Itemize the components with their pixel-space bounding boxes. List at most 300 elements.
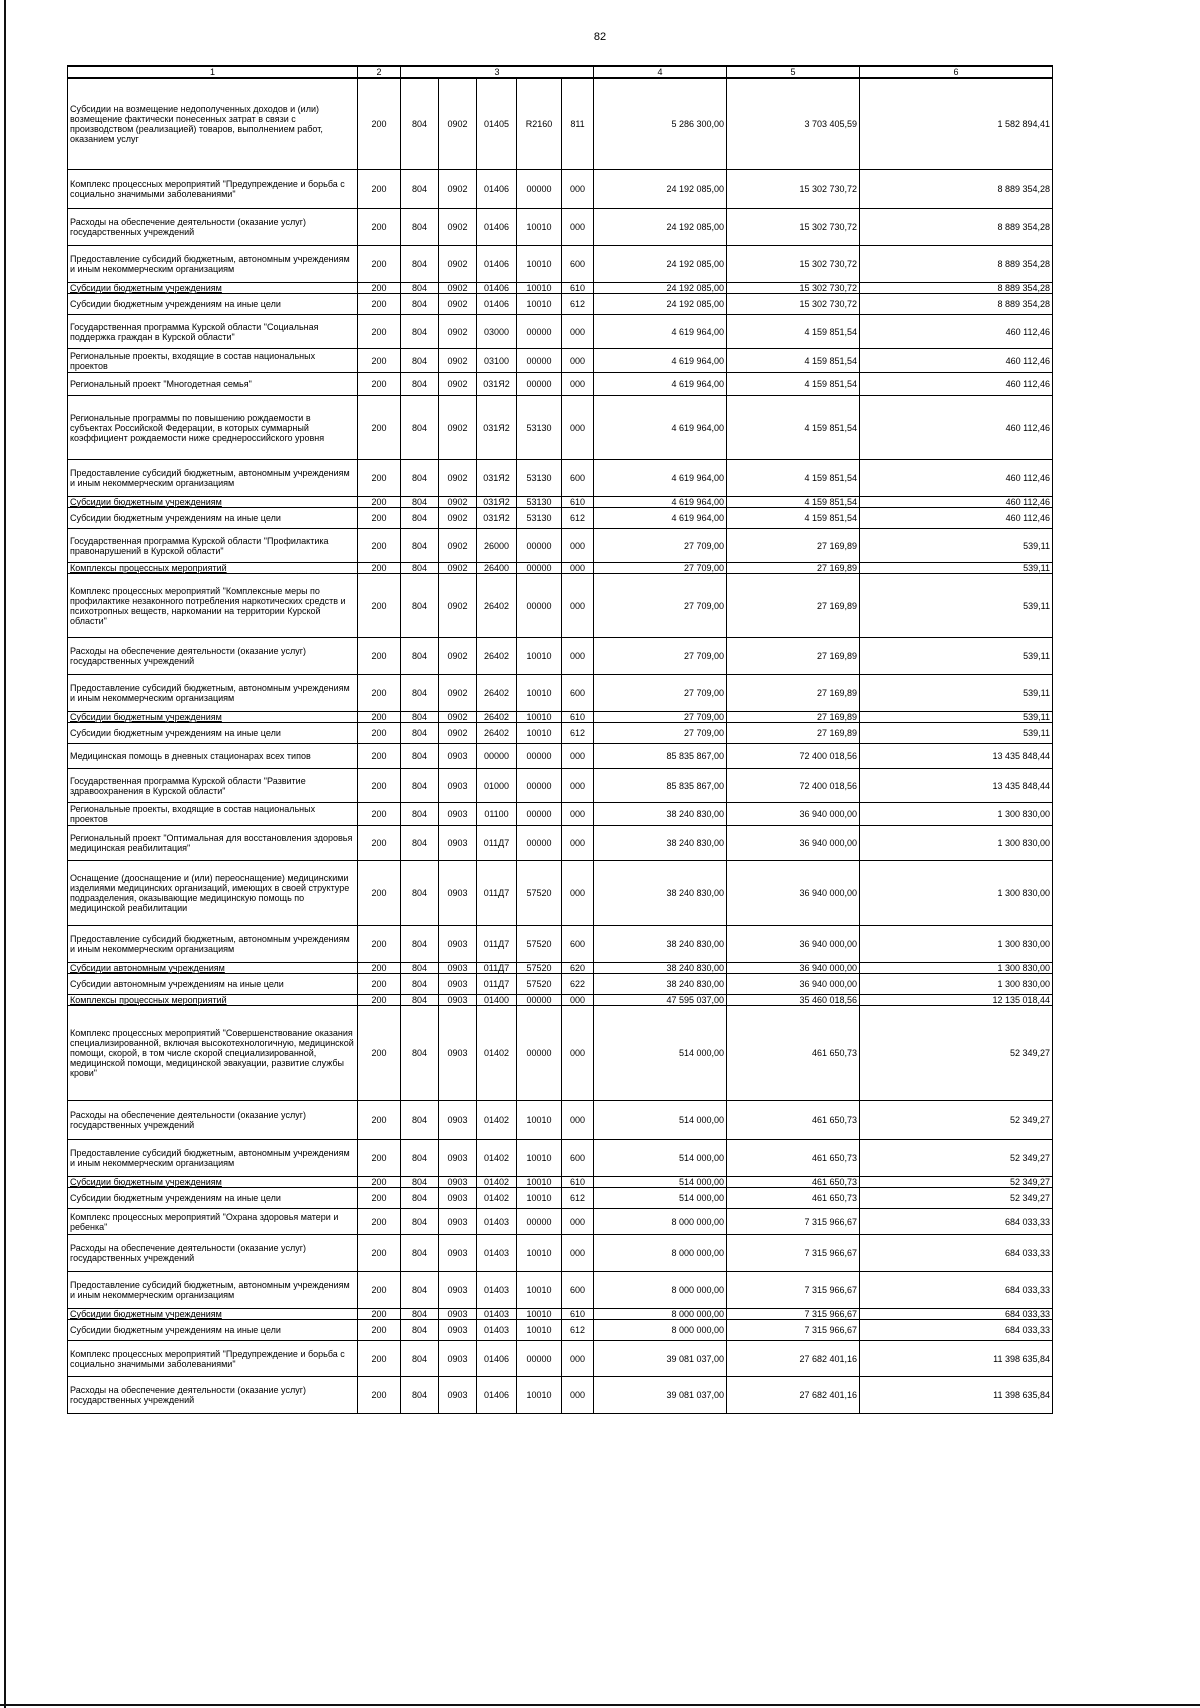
- col4-amount: 39 081 037,00: [594, 1341, 727, 1377]
- col3-direction: 10010: [517, 1188, 562, 1209]
- col3-program: 01406: [477, 283, 517, 294]
- col4-amount: 38 240 830,00: [594, 963, 727, 974]
- col3-subsection: 0902: [439, 563, 477, 574]
- col5-amount: 27 169,89: [727, 563, 860, 574]
- col3-expense-type: 000: [562, 861, 594, 926]
- table-row: [68, 170, 1053, 209]
- col3-direction: 00000: [517, 803, 562, 826]
- col3-expense-type: 612: [562, 1188, 594, 1209]
- col3-direction: 53130: [517, 460, 562, 497]
- col4-amount: 27 709,00: [594, 529, 727, 563]
- col3-direction: 00000: [517, 373, 562, 396]
- col6-amount: 539,11: [860, 675, 1053, 712]
- col2-code: 200: [358, 508, 401, 529]
- col3-section: 804: [401, 861, 439, 926]
- col5-amount: 4 159 851,54: [727, 460, 860, 497]
- table-row: [68, 563, 1053, 574]
- col4-amount: 24 192 085,00: [594, 246, 727, 283]
- col6-amount: 8 889 354,28: [860, 209, 1053, 246]
- row-name: Субсидии бюджетным учреждениям на иные цели: [68, 294, 358, 315]
- col3-direction: 00000: [517, 574, 562, 638]
- row-name: Предоставление субсидий бюджетным, автономным учреждениям и иным некоммерческим организациям: [68, 1272, 358, 1309]
- col3-subsection: 0903: [439, 1140, 477, 1177]
- col4-amount: 514 000,00: [594, 1006, 727, 1101]
- col3-expense-type: 000: [562, 826, 594, 861]
- col3-direction: 00000: [517, 995, 562, 1006]
- col3-program: 01000: [477, 769, 517, 803]
- col3-direction: 00000: [517, 1209, 562, 1235]
- col3-subsection: 0903: [439, 1177, 477, 1188]
- col3-direction: 53130: [517, 497, 562, 508]
- col6-amount: 539,11: [860, 563, 1053, 574]
- col3-direction: 10010: [517, 246, 562, 283]
- col5-amount: 7 315 966,67: [727, 1309, 860, 1320]
- col5-amount: 15 302 730,72: [727, 209, 860, 246]
- col2-code: 200: [358, 1309, 401, 1320]
- col3-section: 804: [401, 675, 439, 712]
- col3-program: 031Я2: [477, 508, 517, 529]
- col3-section: 804: [401, 1320, 439, 1341]
- row-name: Предоставление субсидий бюджетным, автономным учреждениям и иным некоммерческим организациям: [68, 460, 358, 497]
- col6-amount: 460 112,46: [860, 460, 1053, 497]
- col3-program: 26000: [477, 529, 517, 563]
- col5-amount: 461 650,73: [727, 1006, 860, 1101]
- table-row: [68, 1209, 1053, 1235]
- col5-amount: 36 940 000,00: [727, 926, 860, 963]
- col2-code: 200: [358, 460, 401, 497]
- col3-program: 01406: [477, 170, 517, 209]
- col6-amount: 1 582 894,41: [860, 78, 1053, 170]
- col5-amount: 3 703 405,59: [727, 78, 860, 170]
- col5-amount: 4 159 851,54: [727, 373, 860, 396]
- col3-section: 804: [401, 1006, 439, 1101]
- col5-amount: 27 169,89: [727, 529, 860, 563]
- col5-amount: 461 650,73: [727, 1140, 860, 1177]
- col3-subsection: 0902: [439, 246, 477, 283]
- col6-amount: 539,11: [860, 712, 1053, 723]
- col3-subsection: 0903: [439, 1188, 477, 1209]
- col3-subsection: 0902: [439, 529, 477, 563]
- col6-amount: 460 112,46: [860, 315, 1053, 349]
- col3-expense-type: 000: [562, 744, 594, 769]
- col3-program: 01406: [477, 1341, 517, 1377]
- col5-amount: 15 302 730,72: [727, 294, 860, 315]
- col2-code: 200: [358, 826, 401, 861]
- col3-program: 01402: [477, 1177, 517, 1188]
- col3-subsection: 0902: [439, 723, 477, 744]
- col3-program: 011Д7: [477, 963, 517, 974]
- col3-section: 804: [401, 574, 439, 638]
- col6-amount: 52 349,27: [860, 1177, 1053, 1188]
- col5-amount: 461 650,73: [727, 1177, 860, 1188]
- col3-expense-type: 000: [562, 1235, 594, 1272]
- col3-direction: 00000: [517, 529, 562, 563]
- col3-direction: 10010: [517, 1320, 562, 1341]
- col3-section: 804: [401, 508, 439, 529]
- col5-amount: 461 650,73: [727, 1188, 860, 1209]
- table-row: [68, 826, 1053, 861]
- col3-section: 804: [401, 638, 439, 675]
- table-row: [68, 78, 1053, 170]
- col3-subsection: 0903: [439, 995, 477, 1006]
- col5-amount: 7 315 966,67: [727, 1272, 860, 1309]
- col3-section: 804: [401, 283, 439, 294]
- table-row: [68, 1177, 1053, 1188]
- col3-direction: 10010: [517, 209, 562, 246]
- col3-section: 804: [401, 1341, 439, 1377]
- col3-expense-type: 600: [562, 926, 594, 963]
- col2-code: 200: [358, 396, 401, 460]
- col4-amount: 27 709,00: [594, 574, 727, 638]
- col2-code: 200: [358, 861, 401, 926]
- col3-section: 804: [401, 1309, 439, 1320]
- col5-amount: 36 940 000,00: [727, 826, 860, 861]
- col2-code: 200: [358, 1320, 401, 1341]
- col5-amount: 15 302 730,72: [727, 283, 860, 294]
- row-name: Субсидии бюджетным учреждениям на иные цели: [68, 508, 358, 529]
- col3-direction: 10010: [517, 1309, 562, 1320]
- table-row: [68, 373, 1053, 396]
- column-header-5: 5: [727, 66, 860, 78]
- column-header-6: 6: [860, 66, 1053, 78]
- col3-subsection: 0903: [439, 1209, 477, 1235]
- table-row: [68, 396, 1053, 460]
- col3-direction: 57520: [517, 963, 562, 974]
- col3-expense-type: 600: [562, 246, 594, 283]
- row-name: Расходы на обеспечение деятельности (оказание услуг) государственных учреждений: [68, 1377, 358, 1414]
- col3-program: 01406: [477, 294, 517, 315]
- table-row: [68, 1235, 1053, 1272]
- col3-direction: 10010: [517, 638, 562, 675]
- col5-amount: 36 940 000,00: [727, 803, 860, 826]
- col2-code: 200: [358, 246, 401, 283]
- col3-section: 804: [401, 170, 439, 209]
- col3-expense-type: 600: [562, 1140, 594, 1177]
- col4-amount: 27 709,00: [594, 638, 727, 675]
- col3-subsection: 0903: [439, 769, 477, 803]
- col4-amount: 85 835 867,00: [594, 744, 727, 769]
- table-row: [68, 744, 1053, 769]
- col3-direction: 10010: [517, 1140, 562, 1177]
- row-name: Комплекс процессных мероприятий "Предупреждение и борьба с социально значимыми заболеваниями": [68, 170, 358, 209]
- col3-subsection: 0902: [439, 675, 477, 712]
- column-header-3: 3: [401, 66, 594, 78]
- col5-amount: 4 159 851,54: [727, 315, 860, 349]
- row-name: Региональные программы по повышению рождаемости в субъектах Российской Федерации, в которых суммарный коэффициент рождаемости ниже среднероссийского уровня: [68, 396, 358, 460]
- row-name: Субсидии бюджетным учреждениям на иные цели: [68, 1320, 358, 1341]
- col3-expense-type: 000: [562, 1209, 594, 1235]
- col3-program: 01406: [477, 209, 517, 246]
- table-row: [68, 283, 1053, 294]
- column-header-4: 4: [594, 66, 727, 78]
- col3-subsection: 0903: [439, 744, 477, 769]
- col3-section: 804: [401, 974, 439, 995]
- col2-code: 200: [358, 283, 401, 294]
- row-name: Государственная программа Курской области "Развитие здравоохранения в Курской области": [68, 769, 358, 803]
- col3-expense-type: 610: [562, 497, 594, 508]
- row-name: Региональные проекты, входящие в состав национальных проектов: [68, 803, 358, 826]
- col3-direction: 10010: [517, 723, 562, 744]
- col3-section: 804: [401, 294, 439, 315]
- col3-expense-type: 000: [562, 563, 594, 574]
- col6-amount: 539,11: [860, 723, 1053, 744]
- col6-amount: 539,11: [860, 529, 1053, 563]
- col2-code: 200: [358, 529, 401, 563]
- row-name: Субсидии бюджетным учреждениям на иные цели: [68, 723, 358, 744]
- col6-amount: 1 300 830,00: [860, 974, 1053, 995]
- col3-program: 031Я2: [477, 460, 517, 497]
- col3-program: 031Я2: [477, 497, 517, 508]
- col3-expense-type: 000: [562, 995, 594, 1006]
- col3-direction: 10010: [517, 1235, 562, 1272]
- col3-program: 26402: [477, 712, 517, 723]
- col6-amount: 460 112,46: [860, 508, 1053, 529]
- row-name: Расходы на обеспечение деятельности (оказание услуг) государственных учреждений: [68, 1235, 358, 1272]
- col2-code: 200: [358, 1140, 401, 1177]
- col3-program: 01403: [477, 1209, 517, 1235]
- col3-direction: 10010: [517, 1377, 562, 1414]
- col3-expense-type: 612: [562, 1320, 594, 1341]
- col3-section: 804: [401, 373, 439, 396]
- col3-section: 804: [401, 460, 439, 497]
- table-row: [68, 508, 1053, 529]
- col6-amount: 684 033,33: [860, 1309, 1053, 1320]
- col3-expense-type: 610: [562, 1177, 594, 1188]
- col3-subsection: 0903: [439, 1377, 477, 1414]
- col6-amount: 13 435 848,44: [860, 769, 1053, 803]
- col6-amount: 539,11: [860, 638, 1053, 675]
- col3-program: 01405: [477, 78, 517, 170]
- col3-subsection: 0902: [439, 209, 477, 246]
- col3-section: 804: [401, 78, 439, 170]
- col3-subsection: 0903: [439, 1235, 477, 1272]
- col3-expense-type: 622: [562, 974, 594, 995]
- col2-code: 200: [358, 1341, 401, 1377]
- table-row: [68, 315, 1053, 349]
- col3-expense-type: 000: [562, 315, 594, 349]
- col2-code: 200: [358, 1209, 401, 1235]
- col3-section: 804: [401, 1272, 439, 1309]
- col3-subsection: 0902: [439, 574, 477, 638]
- col4-amount: 47 595 037,00: [594, 995, 727, 1006]
- col2-code: 200: [358, 638, 401, 675]
- col5-amount: 15 302 730,72: [727, 246, 860, 283]
- col4-amount: 24 192 085,00: [594, 283, 727, 294]
- col3-expense-type: 000: [562, 803, 594, 826]
- col6-amount: 684 033,33: [860, 1272, 1053, 1309]
- col3-section: 804: [401, 209, 439, 246]
- col6-amount: 8 889 354,28: [860, 170, 1053, 209]
- row-name: Комплексы процессных мероприятий: [68, 995, 358, 1006]
- col3-program: 26400: [477, 563, 517, 574]
- col5-amount: 4 159 851,54: [727, 349, 860, 373]
- col2-code: 200: [358, 1101, 401, 1140]
- col4-amount: 38 240 830,00: [594, 803, 727, 826]
- col6-amount: 8 889 354,28: [860, 294, 1053, 315]
- table-row: [68, 209, 1053, 246]
- col2-code: 200: [358, 349, 401, 373]
- table-row: [68, 1320, 1053, 1341]
- col3-program: 01403: [477, 1309, 517, 1320]
- col4-amount: 85 835 867,00: [594, 769, 727, 803]
- col3-section: 804: [401, 769, 439, 803]
- row-name: Комплексы процессных мероприятий: [68, 563, 358, 574]
- col3-program: 011Д7: [477, 861, 517, 926]
- col4-amount: 24 192 085,00: [594, 170, 727, 209]
- table-row: [68, 574, 1053, 638]
- col4-amount: 27 709,00: [594, 712, 727, 723]
- col2-code: 200: [358, 1272, 401, 1309]
- col3-program: 01402: [477, 1101, 517, 1140]
- row-name: Субсидии бюджетным учреждениям: [68, 712, 358, 723]
- col2-code: 200: [358, 170, 401, 209]
- col3-program: 03000: [477, 315, 517, 349]
- col3-subsection: 0903: [439, 1006, 477, 1101]
- row-name: Комплекс процессных мероприятий "Предупреждение и борьба с социально значимыми заболеваниями": [68, 1341, 358, 1377]
- col3-expense-type: 610: [562, 283, 594, 294]
- table-row: [68, 803, 1053, 826]
- col3-subsection: 0902: [439, 497, 477, 508]
- col6-amount: 11 398 635,84: [860, 1341, 1053, 1377]
- column-header-2: 2: [358, 66, 401, 78]
- col4-amount: 514 000,00: [594, 1140, 727, 1177]
- col6-amount: 1 300 830,00: [860, 861, 1053, 926]
- col2-code: 200: [358, 712, 401, 723]
- col6-amount: 11 398 635,84: [860, 1377, 1053, 1414]
- col3-program: 03100: [477, 349, 517, 373]
- col3-expense-type: 000: [562, 1101, 594, 1140]
- column-header-1: 1: [68, 66, 358, 78]
- table-row: [68, 995, 1053, 1006]
- col3-expense-type: 000: [562, 1341, 594, 1377]
- row-name: Субсидии бюджетным учреждениям на иные цели: [68, 1188, 358, 1209]
- col3-subsection: 0903: [439, 803, 477, 826]
- col6-amount: 684 033,33: [860, 1235, 1053, 1272]
- col3-program: 26402: [477, 723, 517, 744]
- col4-amount: 4 619 964,00: [594, 460, 727, 497]
- col4-amount: 38 240 830,00: [594, 974, 727, 995]
- col3-direction: 10010: [517, 294, 562, 315]
- page-left-border: [4, 0, 6, 1708]
- col6-amount: 52 349,27: [860, 1101, 1053, 1140]
- row-name: Государственная программа Курской области "Социальная поддержка граждан в Курской области": [68, 315, 358, 349]
- col3-direction: 10010: [517, 283, 562, 294]
- col3-section: 804: [401, 744, 439, 769]
- col3-program: 00000: [477, 744, 517, 769]
- col4-amount: 27 709,00: [594, 563, 727, 574]
- col3-section: 804: [401, 315, 439, 349]
- col3-subsection: 0902: [439, 638, 477, 675]
- col2-code: 200: [358, 1177, 401, 1188]
- row-name: Региональный проект "Оптимальная для восстановления здоровья медицинская реабилитация": [68, 826, 358, 861]
- col4-amount: 4 619 964,00: [594, 315, 727, 349]
- col3-subsection: 0902: [439, 396, 477, 460]
- col4-amount: 24 192 085,00: [594, 294, 727, 315]
- col3-direction: 10010: [517, 1101, 562, 1140]
- col3-program: 031Я2: [477, 373, 517, 396]
- col3-section: 804: [401, 1209, 439, 1235]
- col3-expense-type: 000: [562, 1006, 594, 1101]
- col5-amount: 4 159 851,54: [727, 497, 860, 508]
- row-name: Расходы на обеспечение деятельности (оказание услуг) государственных учреждений: [68, 638, 358, 675]
- col2-code: 200: [358, 315, 401, 349]
- col2-code: 200: [358, 574, 401, 638]
- col3-program: 01400: [477, 995, 517, 1006]
- col3-program: 01406: [477, 1377, 517, 1414]
- col2-code: 200: [358, 995, 401, 1006]
- col3-subsection: 0903: [439, 1341, 477, 1377]
- col6-amount: 460 112,46: [860, 396, 1053, 460]
- col3-direction: 00000: [517, 563, 562, 574]
- col6-amount: 1 300 830,00: [860, 963, 1053, 974]
- col3-subsection: 0902: [439, 78, 477, 170]
- col6-amount: 684 033,33: [860, 1209, 1053, 1235]
- col2-code: 200: [358, 769, 401, 803]
- col3-expense-type: 612: [562, 508, 594, 529]
- col6-amount: 13 435 848,44: [860, 744, 1053, 769]
- col6-amount: 52 349,27: [860, 1140, 1053, 1177]
- col4-amount: 8 000 000,00: [594, 1209, 727, 1235]
- col6-amount: 460 112,46: [860, 373, 1053, 396]
- col6-amount: 12 135 018,44: [860, 995, 1053, 1006]
- row-name: Предоставление субсидий бюджетным, автономным учреждениям и иным некоммерческим организациям: [68, 246, 358, 283]
- row-name: Комплекс процессных мероприятий "Комплексные меры по профилактике незаконного потребления наркотических средств и психотропных веществ, наркомании на территории Курской области": [68, 574, 358, 638]
- col3-program: 01100: [477, 803, 517, 826]
- col3-section: 804: [401, 723, 439, 744]
- col5-amount: 27 169,89: [727, 712, 860, 723]
- col3-subsection: 0903: [439, 1320, 477, 1341]
- col4-amount: 8 000 000,00: [594, 1320, 727, 1341]
- table-row: [68, 861, 1053, 926]
- row-name: Субсидии бюджетным учреждениям: [68, 283, 358, 294]
- col4-amount: 4 619 964,00: [594, 497, 727, 508]
- col3-subsection: 0903: [439, 963, 477, 974]
- col3-section: 804: [401, 926, 439, 963]
- col2-code: 200: [358, 803, 401, 826]
- table-row: [68, 1006, 1053, 1101]
- col3-direction: 57520: [517, 926, 562, 963]
- table-row: [68, 769, 1053, 803]
- row-name: Региональный проект "Многодетная семья": [68, 373, 358, 396]
- col3-subsection: 0903: [439, 826, 477, 861]
- col3-expense-type: 612: [562, 294, 594, 315]
- table-header-row: [68, 66, 1053, 78]
- col4-amount: 4 619 964,00: [594, 508, 727, 529]
- col2-code: 200: [358, 1235, 401, 1272]
- col3-expense-type: 610: [562, 1309, 594, 1320]
- col2-code: 200: [358, 1188, 401, 1209]
- col2-code: 200: [358, 675, 401, 712]
- col3-direction: 10010: [517, 675, 562, 712]
- col5-amount: 27 682 401,16: [727, 1377, 860, 1414]
- col3-section: 804: [401, 349, 439, 373]
- col4-amount: 514 000,00: [594, 1101, 727, 1140]
- page-number: 82: [593, 31, 607, 43]
- col3-expense-type: 600: [562, 675, 594, 712]
- col2-code: 200: [358, 744, 401, 769]
- col3-direction: 10010: [517, 1177, 562, 1188]
- col2-code: 200: [358, 497, 401, 508]
- col6-amount: 8 889 354,28: [860, 246, 1053, 283]
- col3-expense-type: 000: [562, 574, 594, 638]
- col2-code: 200: [358, 963, 401, 974]
- table-row: [68, 497, 1053, 508]
- table-row: [68, 1309, 1053, 1320]
- col3-section: 804: [401, 1235, 439, 1272]
- col6-amount: 52 349,27: [860, 1188, 1053, 1209]
- col2-code: 200: [358, 78, 401, 170]
- col3-program: 26402: [477, 638, 517, 675]
